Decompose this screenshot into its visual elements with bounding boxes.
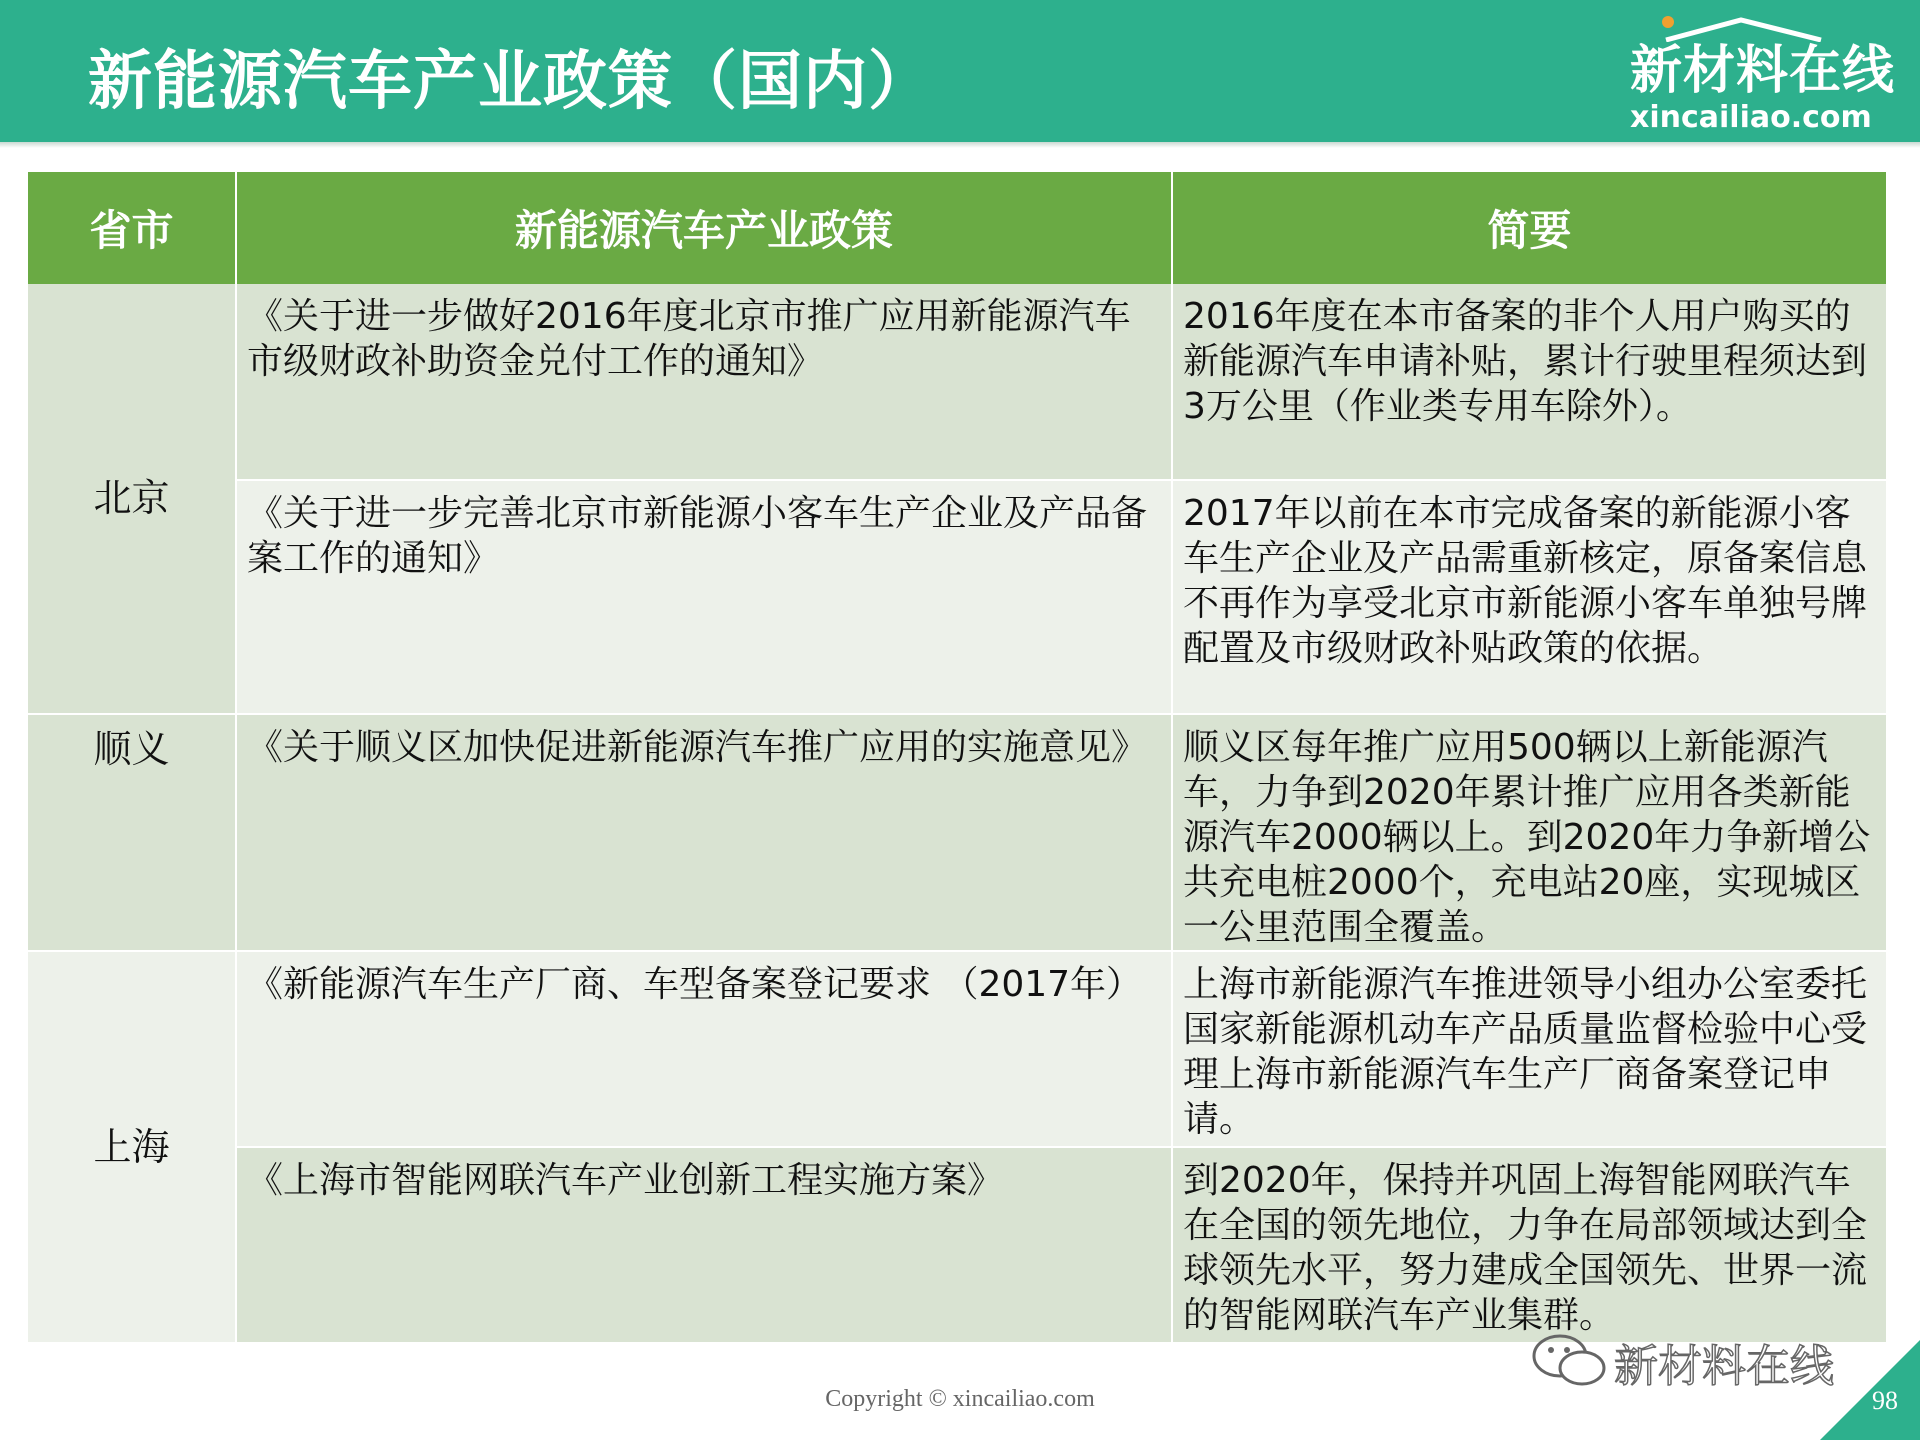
policy-cell: 《上海市智能网联汽车产业创新工程实施方案》 — [236, 1147, 1172, 1343]
table-row — [28, 480, 1886, 714]
province-cell: 北京 — [28, 284, 236, 714]
table-row — [28, 714, 1886, 951]
policy-cell: 《关于进一步完善北京市新能源小客车生产企业及产品备案工作的通知》 — [236, 480, 1172, 714]
province-cell: 上海 — [28, 951, 236, 1343]
brand-logo — [1622, 14, 1896, 135]
header-shadow — [0, 142, 1920, 148]
policy-cell: 《关于顺义区加快促进新能源汽车推广应用的实施意见》 — [236, 714, 1172, 951]
wechat-icon — [1530, 1332, 1610, 1388]
column-header-province: 省市 — [28, 172, 236, 284]
corner-triangle — [1820, 1340, 1920, 1440]
summary-cell: 2017年以前在本市完成备案的新能源小客车生产企业及产品需重新核定，原备案信息不再作为享受北京市新能源小客车单独号牌配置及市级财政补贴政策的依据。 — [1172, 480, 1886, 714]
header-bar — [0, 0, 1920, 142]
column-header-summary: 简要 — [1172, 172, 1886, 284]
policy-cell: 《新能源汽车生产厂商、车型备案登记要求 （2017年） — [236, 951, 1172, 1147]
summary-cell: 顺义区每年推广应用500辆以上新能源汽车，力争到2020年累计推广应用各类新能源汽车2000辆以上。到2020年力争新增公共充电桩2000个，充电站20座，实现城区一公里范围全覆盖。 — [1172, 714, 1886, 951]
table-row — [28, 951, 1886, 1147]
page-number: 98 — [1872, 1386, 1898, 1415]
logo-english: xincailiao.com — [1630, 100, 1872, 135]
policy-cell: 《关于进一步做好2016年度北京市推广应用新能源汽车市级财政补助资金兑付工作的通知》 — [236, 284, 1172, 480]
copyright-text: Copyright © xincailiao.com — [825, 1386, 1095, 1412]
table-row — [28, 284, 1886, 480]
province-cell: 顺义 — [28, 714, 236, 951]
policy-table — [28, 172, 1886, 1344]
column-header-policy: 新能源汽车产业政策 — [236, 172, 1172, 284]
brand-text: 新材料在线 — [1614, 1341, 1834, 1392]
summary-cell: 2016年度在本市备案的非个人用户购买的新能源汽车申请补贴，累计行驶里程须达到3万公里（作业类专用车除外）。 — [1172, 284, 1886, 480]
summary-cell: 到2020年，保持并巩固上海智能网联汽车在全国的领先地位，力争在局部领域达到全球领先水平，努力建成全国领先、世界一流的智能网联汽车产业集群。 — [1172, 1147, 1886, 1343]
summary-cell: 上海市新能源汽车推进领导小组办公室委托国家新能源机动车产品质量监督检验中心受理上海市新能源汽车生产厂商备案登记申请。 — [1172, 951, 1886, 1147]
page-title: 新能源汽车产业政策（国内） — [88, 45, 933, 119]
table-header-row — [28, 172, 1886, 284]
table-row — [28, 1147, 1886, 1343]
logo-chinese: 新材料在线 — [1630, 41, 1896, 101]
